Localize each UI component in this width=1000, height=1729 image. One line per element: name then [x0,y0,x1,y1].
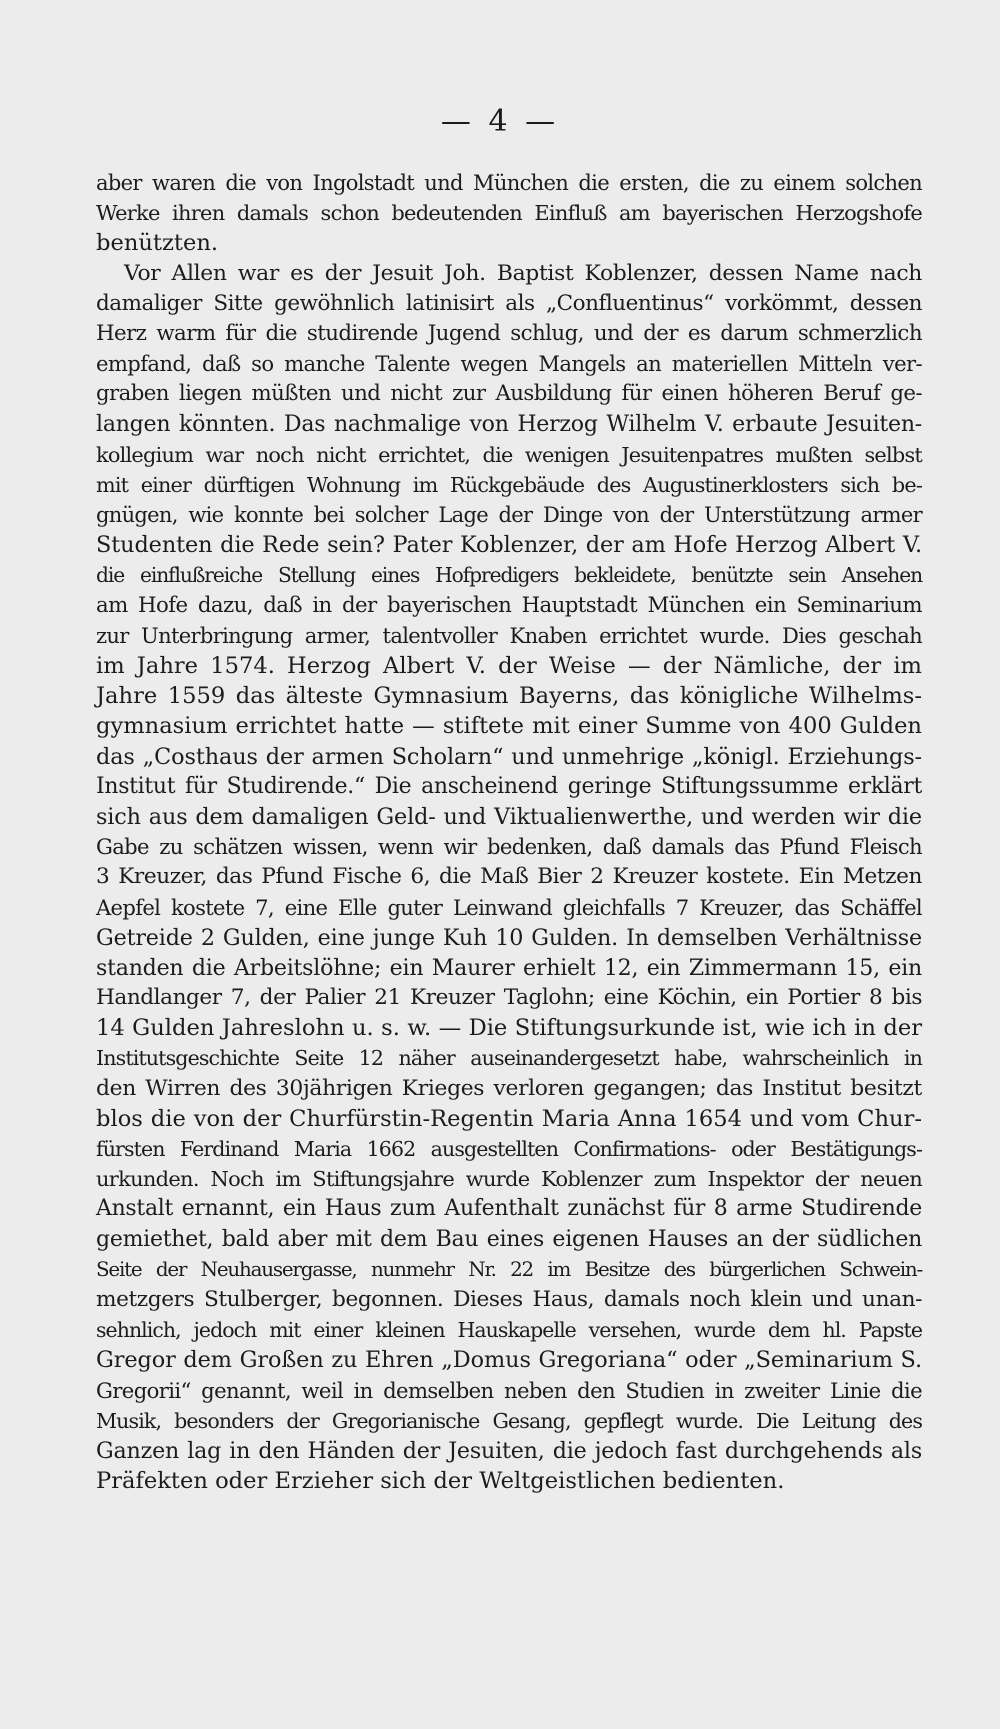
text-line: 3 Kreuzer, das Pfund Fische 6, die Maß Bier 2 Kreuzer kostete. Ein Metzen [96,864,922,890]
text-line: graben liegen müßten und nicht zur Ausbildung für einen höheren Beruf ge- [96,381,922,407]
text-line: gymnasium errichtet hatte — stiftete mit einer Summe von 400 Gulden [96,713,922,740]
text-line: kollegium war noch nicht errichtet, die wenigen Jesuitenpatres mußten selbst [96,442,922,467]
text-line: empfand, daß so manche Talente wegen Mangels an materiellen Mitteln ver- [96,351,922,377]
text-line: benützten. [96,230,219,257]
text-line: den Wirren des 30jährigen Krieges verloren gegangen; das Institut besitzt [96,1075,922,1101]
text-line: Jahre 1559 das älteste Gymnasium Bayerns, das königliche Wilhelms- [96,683,922,710]
body-text [96,168,922,1496]
text-line: fürsten Ferdinand Maria 1662 ausgestellten Confirmations- oder Bestätigungs- [96,1137,922,1161]
text-line: Ganzen lag in den Händen der Jesuiten, die jedoch fast durchgehends als [96,1437,922,1464]
text-line: Gabe zu schätzen wissen, wenn wir bedenken, daß damals das Pfund Fleisch [96,834,922,860]
text-line: Musik, besonders der Gregorianische Gesang, gepflegt wurde. Die Leitung des [96,1408,922,1433]
text-line: blos die von der Churfürstin-Regentin Maria Anna 1654 und vom Chur- [96,1105,922,1132]
page-number: — 4 — [440,104,560,139]
text-line: Handlanger 7, der Palier 21 Kreuzer Taglohn; eine Köchin, ein Portier 8 bis [96,985,922,1011]
text-line: Herz warm für die studirende Jugend schlug, und der es darum schmerzlich [96,320,922,346]
text-line: Institut für Studirende.“ Die anscheinend geringe Stiftungssumme erklärt [96,773,922,799]
text-line: Aepfel kostete 7, eine Elle guter Leinwand gleichfalls 7 Kreuzer, das Schäffel [96,894,922,920]
text-line: langen könnten. Das nachmalige von Herzog Wilhelm V. erbaute Jesuiten- [96,411,922,437]
text-line: 14 Gulden Jahreslohn u. s. w. — Die Stiftungsurkunde ist, wie ich in der [96,1015,922,1042]
text-line: Gregor dem Großen zu Ehren „Domus Gregoriana“ oder „Seminarium S. [96,1347,922,1374]
text-line: Getreide 2 Gulden, eine junge Kuh 10 Gulden. In demselben Verhältnisse [96,924,922,951]
text-line: im Jahre 1574. Herzog Albert V. der Weise — der Nämliche, der im [96,653,922,679]
text-line: Studenten die Rede sein? Pater Koblenzer, der am Hofe Herzog Albert V. [96,532,922,559]
text-line: mit einer dürftigen Wohnung im Rückgebäude des Augustinerklosters sich be- [96,472,922,497]
text-line: Gregorii“ genannt, weil in demselben neben den Studien in zweiter Linie die [96,1377,922,1403]
text-line: standen die Arbeitslöhne; ein Maurer erhielt 12, ein Zimmermann 15, ein [96,954,922,981]
text-line: gnügen, wie konnte bei solcher Lage der Dinge von der Unterstützung armer [96,502,922,528]
text-line: Anstalt ernannt, ein Haus zum Aufenthalt zunächst für 8 arme Studirende [96,1196,922,1222]
text-line: sich aus dem damaligen Geld- und Viktualienwerthe, und werden wir die [96,803,922,830]
text-line: metzgers Stulberger, begonnen. Dieses Haus, damals noch klein und unan- [96,1286,922,1312]
text-line: Präfekten oder Erzieher sich der Weltgeistlichen bedienten. [96,1468,785,1495]
text-line: sehnlich, jedoch mit einer kleinen Hauskapelle versehen, wurde dem hl. Papste [96,1318,922,1343]
text-line: die einflußreiche Stellung eines Hofpredigers bekleidete, benützte sein Ansehen [96,563,922,588]
text-line: Seite der Neuhausergasse, nunmehr Nr. 22 im Besitze des bürgerlichen Schwein- [96,1257,922,1281]
text-line: zur Unterbringung armer, talentvoller Knaben errichtet wurde. Dies geschah [96,622,922,648]
text-line: urkunden. Noch im Stiftungsjahre wurde Koblenzer zum Inspektor der neuen [96,1167,922,1192]
text-line: am Hofe dazu, daß in der bayerischen Hauptstadt München ein Seminarium [96,592,922,618]
text-line: Institutsgeschichte Seite 12 näher auseinandergesetzt habe, wahrscheinlich in [96,1046,922,1071]
text-line: Werke ihren damals schon bedeutenden Einfluß am bayerischen Herzogshofe [96,201,922,226]
text-line: das „Costhaus der armen Scholarn“ und unmehrige „königl. Erziehungs- [96,743,922,770]
text-line: gemiethet, bald aber mit dem Bau eines eigenen Hauses an der südlichen [96,1226,922,1252]
text-line: damaliger Sitte gewöhnlich latinisirt als „Confluentinus“ vorkömmt, dessen [96,290,922,316]
text-line: aber waren die von Ingolstadt und München die ersten, die zu einem solchen [96,170,922,195]
text-line: Vor Allen war es der Jesuit Joh. Baptist Koblenzer, dessen Name nach [124,260,922,286]
